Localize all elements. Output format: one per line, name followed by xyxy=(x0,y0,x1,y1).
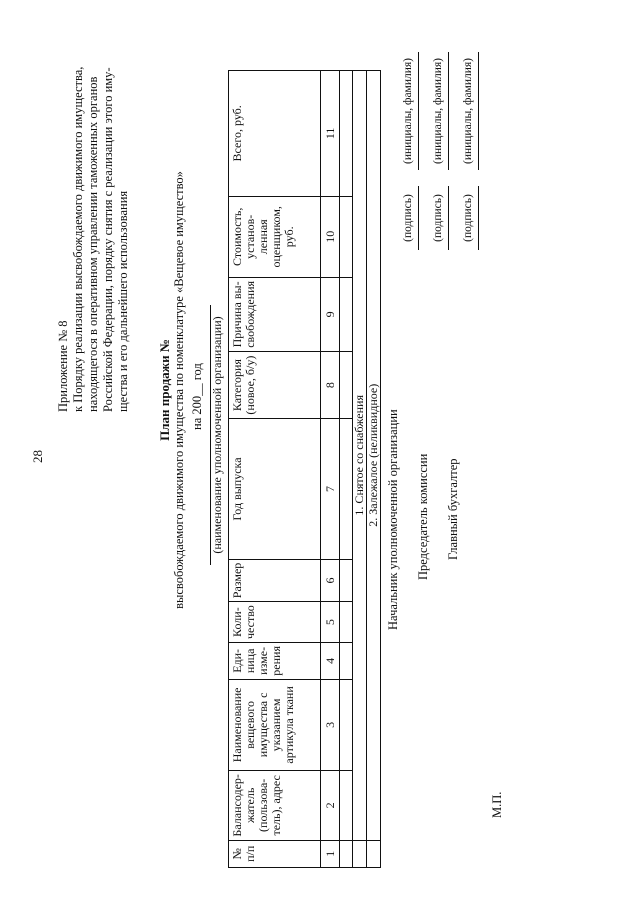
appendix-line: Приложение № 8 xyxy=(56,320,70,412)
column-header: № п/п xyxy=(229,840,321,867)
column-header: Коли-чество xyxy=(229,602,321,643)
column-number: 9 xyxy=(321,277,340,351)
name-caption: (инициалы, фамилия) xyxy=(462,57,474,165)
appendix-line: щества и его дальнейшего использования xyxy=(116,190,130,412)
document-subtitle: высвобождаемого движимого имущества по номенклатуре «Вещевое имущество» xyxy=(172,171,186,609)
signature-caption: (подпись) xyxy=(402,194,414,242)
column-header: Стоимость, установ-ленная оценщиком, руб. xyxy=(229,196,321,277)
signature-role: Главный бухгалтер xyxy=(446,458,460,560)
name-line xyxy=(478,52,479,170)
signature-line xyxy=(418,186,419,250)
table-header-row xyxy=(229,71,321,868)
signature-role: Начальник уполномоченной организации xyxy=(386,409,400,630)
column-header: Размер xyxy=(229,559,321,602)
org-name-caption: (наименование уполномоченной организации) xyxy=(210,316,224,554)
signature-line xyxy=(478,186,479,250)
column-number: 7 xyxy=(321,419,340,559)
section-row xyxy=(353,71,367,868)
column-header: Причина вы-свобождения xyxy=(229,277,321,351)
column-number: 6 xyxy=(321,559,340,602)
column-number: 8 xyxy=(321,351,340,418)
column-number-row xyxy=(321,71,340,868)
plan-year: на 200__ год xyxy=(190,363,204,430)
document-title: План продажи № xyxy=(157,339,172,441)
sales-plan-table xyxy=(228,70,381,868)
appendix-line: находящегося в оперативном управлении таможенных органов xyxy=(86,76,100,412)
column-header: Еди-ница изме-рения xyxy=(229,643,321,680)
column-number: 1 xyxy=(321,840,340,867)
column-header: Балансодер-жатель (пользова-тель), адрес xyxy=(229,771,321,840)
section-row xyxy=(367,71,381,868)
signature-line xyxy=(448,186,449,250)
column-header: Категория (новое, б/у) xyxy=(229,351,321,418)
section-title: 2. Залежалое (неликвидное) xyxy=(367,71,381,841)
column-header: Год выпуска xyxy=(229,419,321,559)
name-line xyxy=(448,52,449,170)
name-line xyxy=(418,52,419,170)
signature-caption: (подпись) xyxy=(432,194,444,242)
page-number: 28 xyxy=(30,450,45,463)
table-row xyxy=(340,71,353,868)
signature-role: Председатель комиссии xyxy=(416,453,430,580)
column-number: 5 xyxy=(321,602,340,643)
column-number: 4 xyxy=(321,643,340,680)
column-number: 10 xyxy=(321,196,340,277)
column-header: Всего, руб. xyxy=(229,71,321,197)
column-number: 2 xyxy=(321,771,340,840)
column-header: Наименование вещевого имущества с указанием артикула ткани xyxy=(229,679,321,770)
stamp-mark: М.П. xyxy=(490,791,504,818)
appendix-line: Российской Федерации, порядку снятия с реализации этого иму- xyxy=(101,67,115,412)
appendix-header xyxy=(56,12,131,412)
appendix-line: к Порядку реализации высвобождаемого движимого имущества, xyxy=(71,66,85,412)
column-number: 3 xyxy=(321,679,340,770)
signature-caption: (подпись) xyxy=(462,194,474,242)
column-number: 11 xyxy=(321,71,340,197)
name-caption: (инициалы, фамилия) xyxy=(402,57,414,165)
name-caption: (инициалы, фамилия) xyxy=(432,57,444,165)
section-title: 1. Снятое со снабжения xyxy=(353,71,367,841)
